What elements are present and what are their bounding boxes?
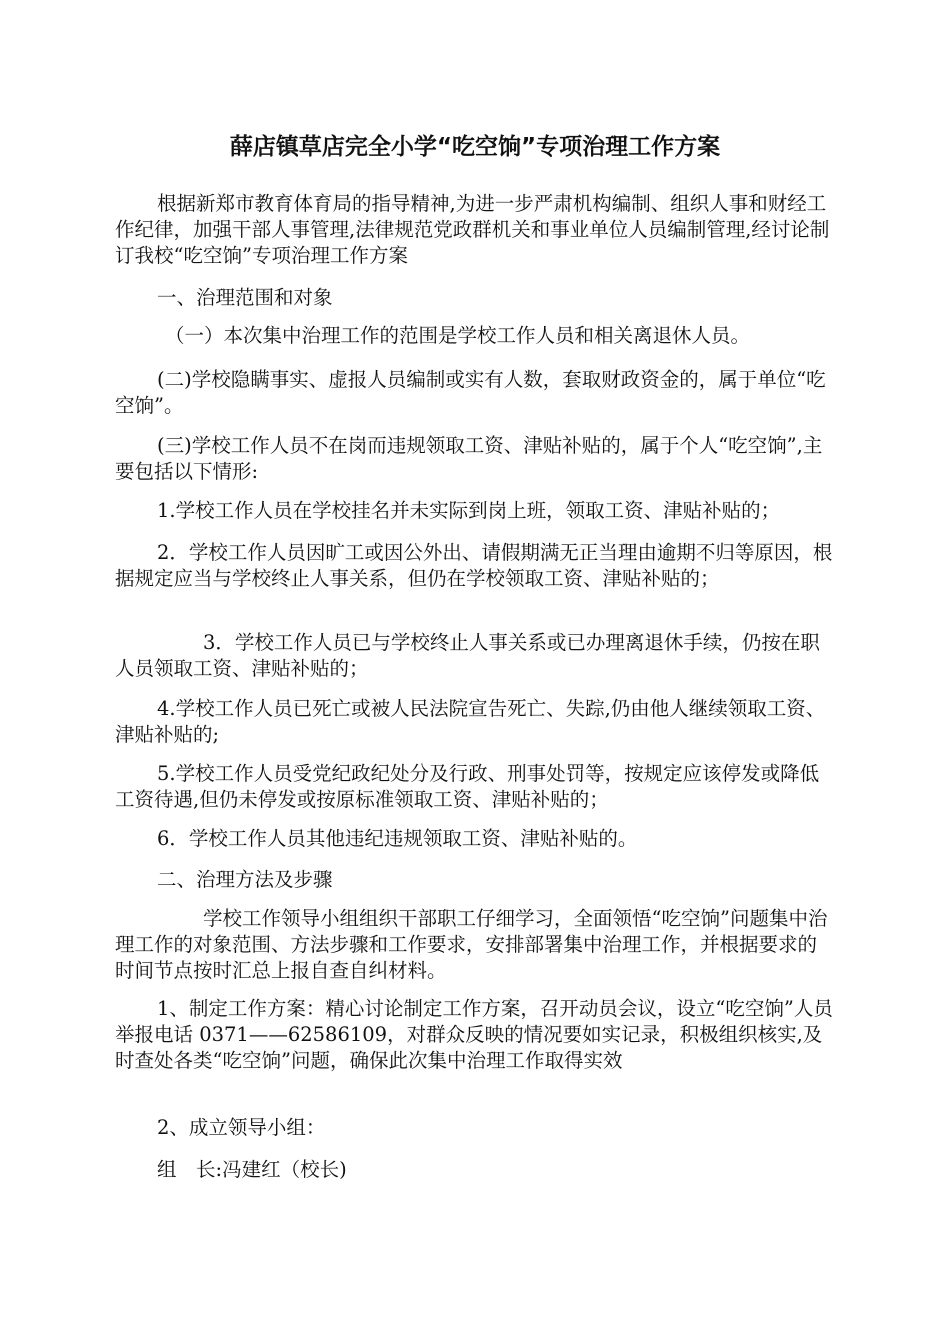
document-title: 薛店镇草店完全小学“吃空饷”专项治理工作方案: [229, 134, 721, 160]
list-item-3: 3．学校工作人员已与学校终止人事关系或已办理离退休手续，仍按在职人员领取工资、津贴补贴的；: [115, 631, 820, 680]
paragraph-group-leader: 组 长:冯建红（校长): [157, 1158, 347, 1181]
paragraph-unit: (二)学校隐瞒事实、虚报人员编制或实有人数，套取财政资金的，属于单位“吃空饷”。: [115, 368, 826, 417]
list-item-2: 2．学校工作人员因旷工或因公外出、请假期满无正当理由逾期不归等原因，根据规定应当与学校终止人事关系，但仍在学校领取工资、津贴补贴的；: [115, 541, 833, 590]
list-item-6: 6．学校工作人员其他违纪违规领取工资、津贴补贴的。: [157, 827, 638, 850]
paragraph-step-2: 2、成立领导小组：: [157, 1116, 326, 1139]
list-item-1: 1.学校工作人员在学校挂名并未实际到岗上班，领取工资、津贴补贴的；: [157, 499, 781, 522]
paragraph-individual: (三)学校工作人员不在岗而违规领取工资、津贴补贴的，属于个人“吃空饷”,主要包括以下情形:: [115, 434, 823, 483]
paragraph-intro: 根据新郑市教育体育局的指导精神,为进一步严肃机构编制、组织人事和财经工作纪律，加强干部人事管理,法律规范党政群机关和事业单位人员编制管理,经讨论制订我校“吃空饷”专项治理工作方案: [115, 192, 830, 267]
list-item-5: 5.学校工作人员受党纪政纪处分及行政、刑事处罚等，按规定应该停发或降低工资待遇,但仍未停发或按原标准领取工资、津贴补贴的；: [115, 762, 820, 811]
section-heading-1: 一、治理范围和对象: [157, 286, 333, 309]
section-heading-2: 二、治理方法及步骤: [157, 868, 333, 891]
paragraph-scope: （一）本次集中治理工作的范围是学校工作人员和相关离退休人员。: [165, 324, 751, 347]
paragraph-methods: 学校工作领导小组组织干部职工仔细学习，全面领悟“吃空饷”问题集中治理工作的对象范围、方法步骤和工作要求，安排部署集中治理工作，并根据要求的时间节点按时汇总上报自查自纠材料。: [115, 907, 828, 982]
list-item-4: 4.学校工作人员已死亡或被人民法院宣告死亡、失踪,仍由他人继续领取工资、津贴补贴的;: [115, 697, 826, 746]
paragraph-step-1: 1、制定工作方案：精心讨论制定工作方案，召开动员会议，设立“吃空饷”人员举报电话 0371——62586109，对群众反映的情况要如实记录，积极组织核实,及时查处各类“吃空饷”问题，确保此次集中治理工作取得实效: [115, 997, 833, 1072]
